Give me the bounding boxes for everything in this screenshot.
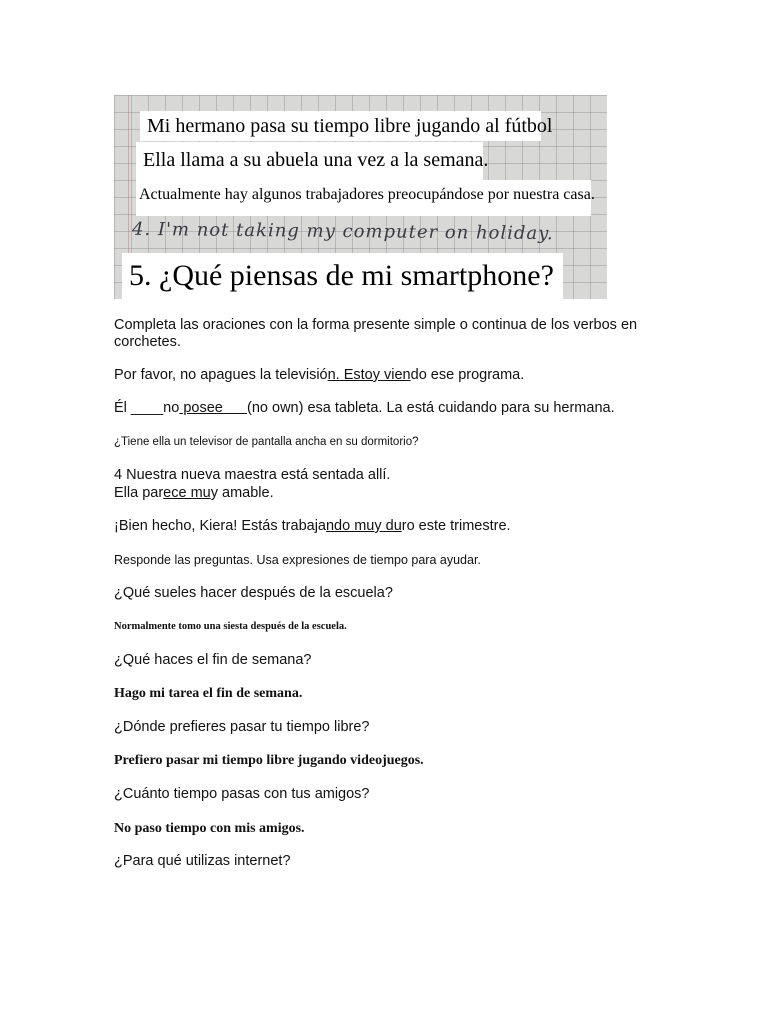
instructions-line-1: Completa las oraciones con la forma presente simple o continua de los verbos en — [114, 317, 638, 333]
sentence-1-part-c: do ese programa. — [410, 367, 525, 383]
photo-sentence-1: Mi hermano pasa su tiempo libre jugando al fútbol — [140, 111, 541, 141]
sentence-1-part-a: Por favor, no apagues la televisió — [114, 367, 328, 383]
sentence-5-underlined: ndo muy du — [325, 518, 402, 534]
answer-3: Prefiero pasar mi tiempo libre jugando videojuegos. — [114, 753, 424, 768]
question-3: ¿Dónde prefieres pasar tu tiempo libre? — [114, 719, 370, 735]
sentence-2-underlined: posee — [179, 400, 248, 416]
answer-4: No paso tiempo con mis amigos. — [114, 821, 305, 836]
question-4: ¿Cuánto tiempo pasas con tus amigos? — [114, 786, 370, 802]
instructions-line-2: corchetes. — [114, 334, 181, 350]
question-1: ¿Qué sueles hacer después de la escuela? — [114, 585, 393, 601]
sentence-5-part-a: ¡Bien hecho, Kiera! Estás trabaja — [114, 518, 326, 534]
notebook-photo — [114, 95, 607, 299]
sentence-4-part-c: y amable. — [210, 485, 274, 501]
sentence-4-line-1: 4 Nuestra nueva maestra está sentada allí. — [114, 467, 391, 483]
sentence-2-part-a: Él ____no — [114, 400, 180, 416]
question-5: ¿Para qué utilizas internet? — [114, 853, 291, 869]
sentence-1-underlined: n. Estoy vien — [327, 367, 411, 383]
sentence-4-line-2 — [114, 485, 274, 502]
sentence-2-part-c: (no own) esa tableta. La está cuidando para su hermana. — [247, 400, 615, 416]
sentence-5-part-c: ro este trimestre. — [401, 518, 511, 534]
sentence-5 — [114, 518, 511, 535]
instructions-2: Responde las preguntas. Usa expresiones de tiempo para ayudar. — [114, 553, 481, 567]
sentence-3: ¿Tiene ella un televisor de pantalla ancha en su dormitorio? — [114, 436, 419, 448]
question-2: ¿Qué haces el fin de semana? — [114, 652, 312, 668]
answer-2: Hago mi tarea el fin de semana. — [114, 686, 303, 701]
photo-sentence-3: Actualmente hay algunos trabajadores preocupándose por nuestra casa. — [136, 180, 591, 216]
answer-1: Normalmente tomo una siesta después de la escuela. — [114, 621, 347, 632]
sentence-1 — [114, 367, 524, 384]
sentence-2 — [114, 400, 615, 417]
photo-handwritten-sentence-4: 4. I'm not taking my computer on holiday. — [131, 218, 554, 245]
sentence-4-underlined: ece mu — [163, 485, 211, 501]
photo-sentence-5: 5. ¿Qué piensas de mi smartphone? — [122, 253, 563, 299]
sentence-4-part-a: Ella par — [114, 485, 164, 501]
photo-sentence-2: Ella llama a su abuela una vez a la semana. — [136, 142, 483, 180]
